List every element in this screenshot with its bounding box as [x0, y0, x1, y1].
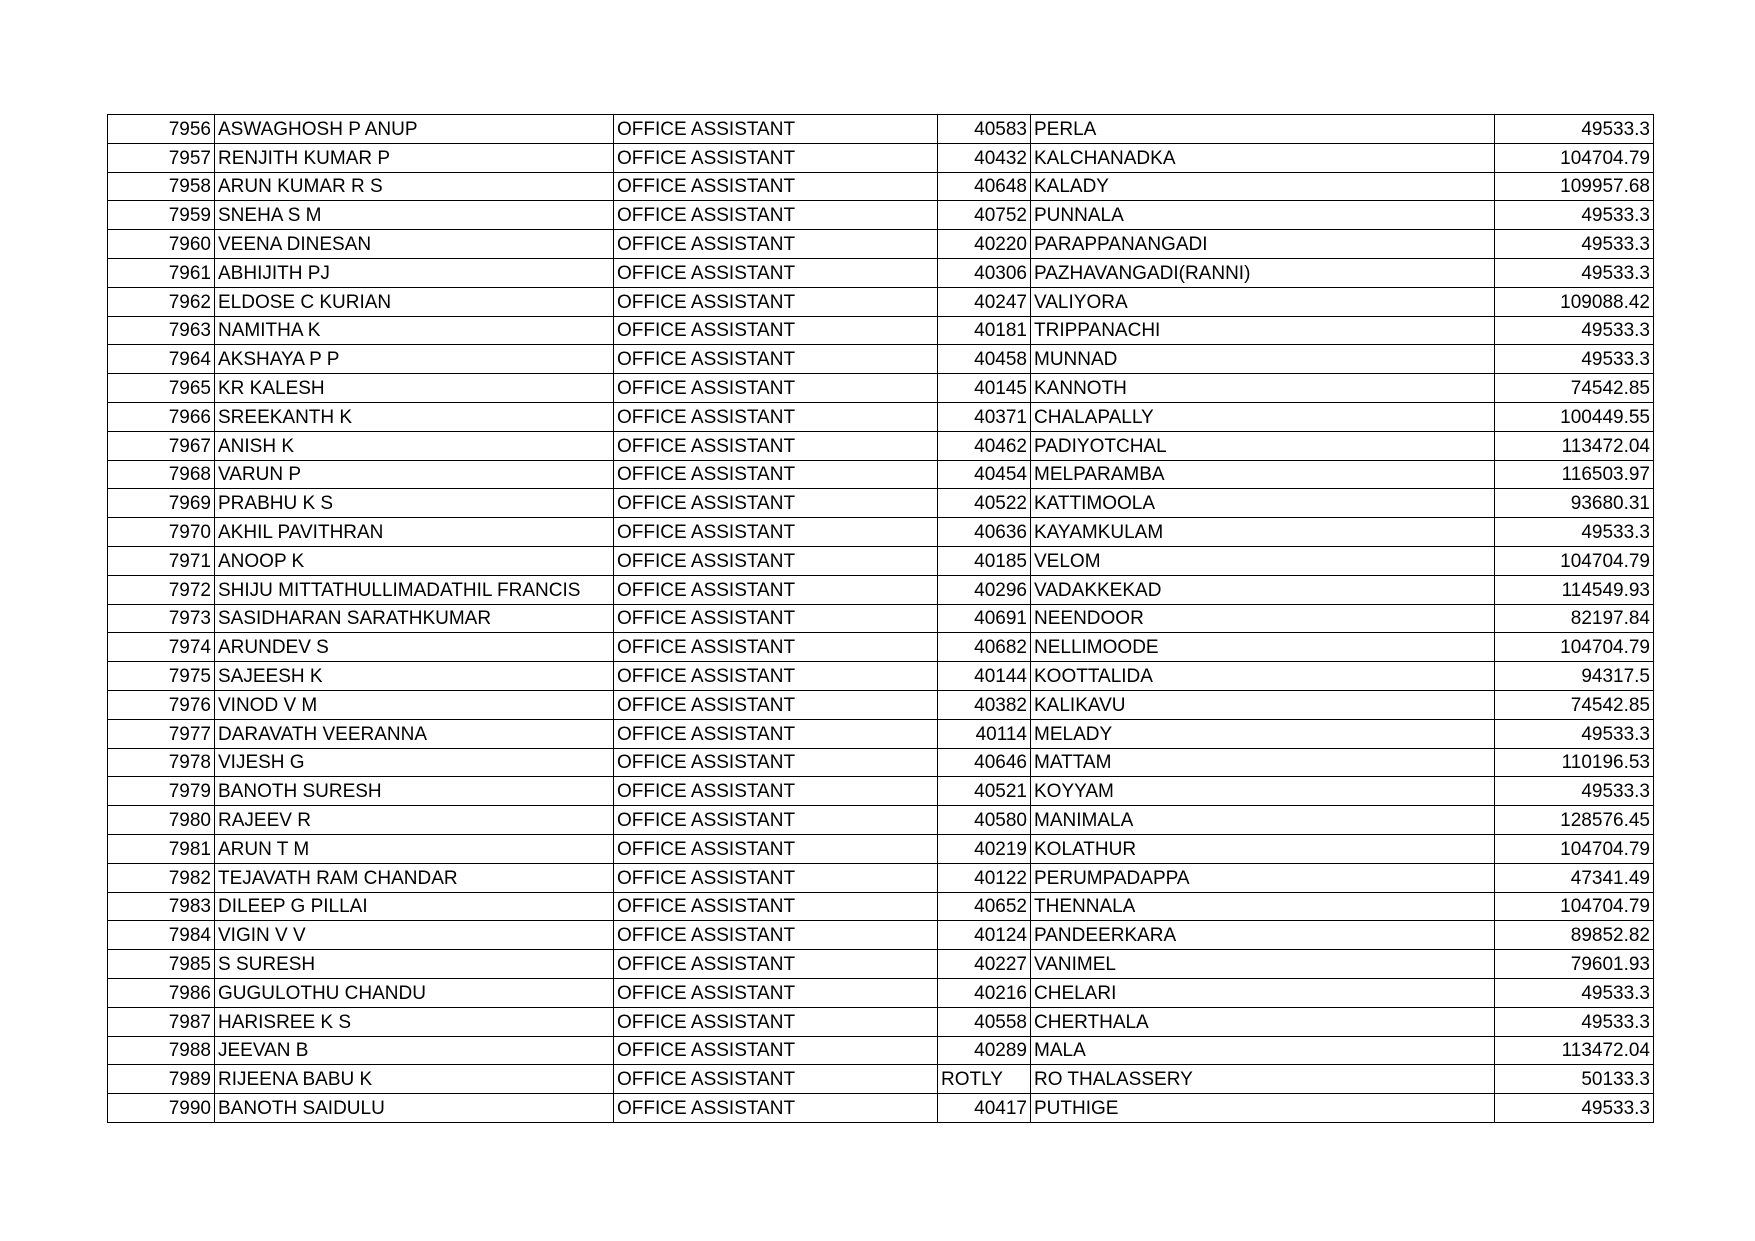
amount-cell: 104704.79 [1495, 892, 1654, 921]
office-code-cell: 40417 [938, 1094, 1031, 1123]
designation-cell: OFFICE ASSISTANT [614, 806, 938, 835]
amount-cell: 49533.3 [1495, 345, 1654, 374]
office-code-cell: 40185 [938, 546, 1031, 575]
designation-cell: OFFICE ASSISTANT [614, 978, 938, 1007]
amount-cell: 104704.79 [1495, 143, 1654, 172]
amount-cell: 74542.85 [1495, 690, 1654, 719]
serial-number-cell: 7968 [108, 460, 215, 489]
table-row [108, 1094, 1654, 1123]
office-name-cell: VALIYORA [1031, 287, 1495, 316]
office-code-cell: 40306 [938, 258, 1031, 287]
table-body [108, 115, 1654, 1123]
serial-number-cell: 7980 [108, 806, 215, 835]
employee-name-cell: DARAVATH VEERANNA [215, 719, 614, 748]
office-name-cell: KAYAMKULAM [1031, 518, 1495, 547]
office-name-cell: TRIPPANACHI [1031, 316, 1495, 345]
office-code-cell: 40122 [938, 863, 1031, 892]
serial-number-cell: 7957 [108, 143, 215, 172]
employee-name-cell: SASIDHARAN SARATHKUMAR [215, 604, 614, 633]
amount-cell: 49533.3 [1495, 1094, 1654, 1123]
office-name-cell: PANDEERKARA [1031, 921, 1495, 950]
amount-cell: 128576.45 [1495, 806, 1654, 835]
table-row [108, 489, 1654, 518]
office-name-cell: PUTHIGE [1031, 1094, 1495, 1123]
amount-cell: 50133.3 [1495, 1065, 1654, 1094]
amount-cell: 100449.55 [1495, 402, 1654, 431]
designation-cell: OFFICE ASSISTANT [614, 258, 938, 287]
table-row [108, 662, 1654, 691]
employee-name-cell: ABHIJITH PJ [215, 258, 614, 287]
office-code-cell: 40114 [938, 719, 1031, 748]
employee-name-cell: SAJEESH K [215, 662, 614, 691]
serial-number-cell: 7988 [108, 1036, 215, 1065]
office-name-cell: PERLA [1031, 115, 1495, 144]
designation-cell: OFFICE ASSISTANT [614, 230, 938, 259]
office-code-cell: 40382 [938, 690, 1031, 719]
office-code-cell: 40371 [938, 402, 1031, 431]
office-code-cell: 40580 [938, 806, 1031, 835]
office-name-cell: NEENDOOR [1031, 604, 1495, 633]
office-name-cell: MALA [1031, 1036, 1495, 1065]
office-code-cell: 40454 [938, 460, 1031, 489]
amount-cell: 113472.04 [1495, 431, 1654, 460]
data-table [107, 114, 1654, 1123]
employee-name-cell: ARUNDEV S [215, 633, 614, 662]
employee-name-cell: ARUN KUMAR R S [215, 172, 614, 201]
serial-number-cell: 7964 [108, 345, 215, 374]
designation-cell: OFFICE ASSISTANT [614, 431, 938, 460]
amount-cell: 93680.31 [1495, 489, 1654, 518]
designation-cell: OFFICE ASSISTANT [614, 633, 938, 662]
designation-cell: OFFICE ASSISTANT [614, 546, 938, 575]
employee-name-cell: S SURESH [215, 950, 614, 979]
office-name-cell: KALCHANADKA [1031, 143, 1495, 172]
table-row [108, 115, 1654, 144]
office-name-cell: KALIKAVU [1031, 690, 1495, 719]
employee-name-cell: ARUN T M [215, 834, 614, 863]
employee-name-cell: ELDOSE C KURIAN [215, 287, 614, 316]
amount-cell: 49533.3 [1495, 777, 1654, 806]
office-name-cell: RO THALASSERY [1031, 1065, 1495, 1094]
table-row [108, 460, 1654, 489]
employee-name-cell: PRABHU K S [215, 489, 614, 518]
office-code-cell: 40648 [938, 172, 1031, 201]
serial-number-cell: 7956 [108, 115, 215, 144]
serial-number-cell: 7977 [108, 719, 215, 748]
serial-number-cell: 7961 [108, 258, 215, 287]
amount-cell: 79601.93 [1495, 950, 1654, 979]
office-name-cell: VADAKKEKAD [1031, 575, 1495, 604]
office-name-cell: KOLATHUR [1031, 834, 1495, 863]
employee-name-cell: JEEVAN B [215, 1036, 614, 1065]
designation-cell: OFFICE ASSISTANT [614, 863, 938, 892]
designation-cell: OFFICE ASSISTANT [614, 1007, 938, 1036]
amount-cell: 114549.93 [1495, 575, 1654, 604]
employee-name-cell: DILEEP G PILLAI [215, 892, 614, 921]
serial-number-cell: 7981 [108, 834, 215, 863]
employee-name-cell: KR KALESH [215, 374, 614, 403]
office-code-cell: 40227 [938, 950, 1031, 979]
table-row [108, 575, 1654, 604]
amount-cell: 104704.79 [1495, 834, 1654, 863]
amount-cell: 49533.3 [1495, 258, 1654, 287]
employee-name-cell: AKHIL PAVITHRAN [215, 518, 614, 547]
serial-number-cell: 7973 [108, 604, 215, 633]
office-name-cell: CHERTHALA [1031, 1007, 1495, 1036]
employee-name-cell: VEENA DINESAN [215, 230, 614, 259]
table-row [108, 374, 1654, 403]
table-row [108, 431, 1654, 460]
office-code-cell: 40289 [938, 1036, 1031, 1065]
serial-number-cell: 7979 [108, 777, 215, 806]
table-row [108, 748, 1654, 777]
office-code-cell: 40462 [938, 431, 1031, 460]
office-code-cell: 40124 [938, 921, 1031, 950]
office-name-cell: PUNNALA [1031, 201, 1495, 230]
table-row [108, 143, 1654, 172]
table-row [108, 604, 1654, 633]
designation-cell: OFFICE ASSISTANT [614, 374, 938, 403]
office-code-cell: 40521 [938, 777, 1031, 806]
employee-name-cell: SHIJU MITTATHULLIMADATHIL FRANCIS [215, 575, 614, 604]
designation-cell: OFFICE ASSISTANT [614, 460, 938, 489]
office-name-cell: KALADY [1031, 172, 1495, 201]
serial-number-cell: 7963 [108, 316, 215, 345]
office-name-cell: CHELARI [1031, 978, 1495, 1007]
office-code-cell: 40216 [938, 978, 1031, 1007]
office-name-cell: MATTAM [1031, 748, 1495, 777]
serial-number-cell: 7983 [108, 892, 215, 921]
office-name-cell: VANIMEL [1031, 950, 1495, 979]
serial-number-cell: 7986 [108, 978, 215, 1007]
employee-name-cell: VINOD V M [215, 690, 614, 719]
designation-cell: OFFICE ASSISTANT [614, 518, 938, 547]
office-name-cell: KATTIMOOLA [1031, 489, 1495, 518]
table-row [108, 806, 1654, 835]
office-code-cell: 40181 [938, 316, 1031, 345]
office-name-cell: KANNOTH [1031, 374, 1495, 403]
office-name-cell: PADIYOTCHAL [1031, 431, 1495, 460]
office-code-cell: 40752 [938, 201, 1031, 230]
serial-number-cell: 7958 [108, 172, 215, 201]
office-name-cell: PERUMPADAPPA [1031, 863, 1495, 892]
office-name-cell: MELADY [1031, 719, 1495, 748]
designation-cell: OFFICE ASSISTANT [614, 402, 938, 431]
office-name-cell: MANIMALA [1031, 806, 1495, 835]
serial-number-cell: 7982 [108, 863, 215, 892]
serial-number-cell: 7978 [108, 748, 215, 777]
employee-name-cell: GUGULOTHU CHANDU [215, 978, 614, 1007]
employee-name-cell: SREEKANTH K [215, 402, 614, 431]
office-name-cell: THENNALA [1031, 892, 1495, 921]
office-name-cell: NELLIMOODE [1031, 633, 1495, 662]
amount-cell: 74542.85 [1495, 374, 1654, 403]
designation-cell: OFFICE ASSISTANT [614, 115, 938, 144]
employee-name-cell: TEJAVATH RAM CHANDAR [215, 863, 614, 892]
office-code-cell: 40432 [938, 143, 1031, 172]
table-row [108, 230, 1654, 259]
designation-cell: OFFICE ASSISTANT [614, 662, 938, 691]
office-code-cell: 40219 [938, 834, 1031, 863]
table-row [108, 1007, 1654, 1036]
table-row [108, 518, 1654, 547]
office-name-cell: KOOTTALIDA [1031, 662, 1495, 691]
designation-cell: OFFICE ASSISTANT [614, 575, 938, 604]
office-code-cell: 40247 [938, 287, 1031, 316]
serial-number-cell: 7969 [108, 489, 215, 518]
table-row [108, 172, 1654, 201]
table-row [108, 777, 1654, 806]
serial-number-cell: 7970 [108, 518, 215, 547]
employee-name-cell: HARISREE K S [215, 1007, 614, 1036]
office-code-cell: 40558 [938, 1007, 1031, 1036]
serial-number-cell: 7966 [108, 402, 215, 431]
office-code-cell: 40458 [938, 345, 1031, 374]
amount-cell: 49533.3 [1495, 1007, 1654, 1036]
office-name-cell: MUNNAD [1031, 345, 1495, 374]
table-row [108, 892, 1654, 921]
office-code-cell: 40296 [938, 575, 1031, 604]
office-code-cell: 40682 [938, 633, 1031, 662]
designation-cell: OFFICE ASSISTANT [614, 748, 938, 777]
designation-cell: OFFICE ASSISTANT [614, 201, 938, 230]
amount-cell: 49533.3 [1495, 719, 1654, 748]
office-code-cell: 40636 [938, 518, 1031, 547]
table-row [108, 950, 1654, 979]
designation-cell: OFFICE ASSISTANT [614, 1094, 938, 1123]
employee-name-cell: ASWAGHOSH P ANUP [215, 115, 614, 144]
amount-cell: 113472.04 [1495, 1036, 1654, 1065]
table-row [108, 345, 1654, 374]
serial-number-cell: 7989 [108, 1065, 215, 1094]
office-code-cell: 40220 [938, 230, 1031, 259]
office-code-cell: 40691 [938, 604, 1031, 633]
employee-name-cell: BANOTH SAIDULU [215, 1094, 614, 1123]
table-row [108, 834, 1654, 863]
employee-name-cell: VIGIN V V [215, 921, 614, 950]
table-row [108, 978, 1654, 1007]
designation-cell: OFFICE ASSISTANT [614, 719, 938, 748]
office-code-cell: 40522 [938, 489, 1031, 518]
designation-cell: OFFICE ASSISTANT [614, 604, 938, 633]
amount-cell: 109957.68 [1495, 172, 1654, 201]
table-row [108, 633, 1654, 662]
table-row [108, 287, 1654, 316]
office-name-cell: CHALAPALLY [1031, 402, 1495, 431]
employee-name-cell: NAMITHA K [215, 316, 614, 345]
serial-number-cell: 7972 [108, 575, 215, 604]
amount-cell: 49533.3 [1495, 978, 1654, 1007]
employee-name-cell: SNEHA S M [215, 201, 614, 230]
office-code-cell: 40144 [938, 662, 1031, 691]
amount-cell: 104704.79 [1495, 546, 1654, 575]
amount-cell: 110196.53 [1495, 748, 1654, 777]
employee-name-cell: RIJEENA BABU K [215, 1065, 614, 1094]
amount-cell: 49533.3 [1495, 201, 1654, 230]
office-code-cell: 40145 [938, 374, 1031, 403]
office-name-cell: KOYYAM [1031, 777, 1495, 806]
employee-name-cell: RENJITH KUMAR P [215, 143, 614, 172]
employee-name-cell: ANOOP K [215, 546, 614, 575]
designation-cell: OFFICE ASSISTANT [614, 143, 938, 172]
amount-cell: 47341.49 [1495, 863, 1654, 892]
table-row [108, 1036, 1654, 1065]
office-name-cell: PARAPPANANGADI [1031, 230, 1495, 259]
amount-cell: 49533.3 [1495, 316, 1654, 345]
serial-number-cell: 7965 [108, 374, 215, 403]
serial-number-cell: 7971 [108, 546, 215, 575]
designation-cell: OFFICE ASSISTANT [614, 950, 938, 979]
employee-name-cell: RAJEEV R [215, 806, 614, 835]
table-row [108, 719, 1654, 748]
table-row [108, 546, 1654, 575]
serial-number-cell: 7959 [108, 201, 215, 230]
table-row [108, 1065, 1654, 1094]
designation-cell: OFFICE ASSISTANT [614, 834, 938, 863]
amount-cell: 94317.5 [1495, 662, 1654, 691]
employee-name-cell: AKSHAYA P P [215, 345, 614, 374]
table-row [108, 258, 1654, 287]
amount-cell: 109088.42 [1495, 287, 1654, 316]
table-row [108, 690, 1654, 719]
employee-name-cell: VIJESH G [215, 748, 614, 777]
employee-name-cell: VARUN P [215, 460, 614, 489]
amount-cell: 116503.97 [1495, 460, 1654, 489]
serial-number-cell: 7962 [108, 287, 215, 316]
table-row [108, 921, 1654, 950]
amount-cell: 49533.3 [1495, 230, 1654, 259]
amount-cell: 49533.3 [1495, 518, 1654, 547]
office-code-cell: 40652 [938, 892, 1031, 921]
designation-cell: OFFICE ASSISTANT [614, 892, 938, 921]
serial-number-cell: 7984 [108, 921, 215, 950]
table-row [108, 402, 1654, 431]
amount-cell: 49533.3 [1495, 115, 1654, 144]
designation-cell: OFFICE ASSISTANT [614, 777, 938, 806]
designation-cell: OFFICE ASSISTANT [614, 921, 938, 950]
office-name-cell: VELOM [1031, 546, 1495, 575]
designation-cell: OFFICE ASSISTANT [614, 172, 938, 201]
employee-name-cell: BANOTH SURESH [215, 777, 614, 806]
table-row [108, 316, 1654, 345]
serial-number-cell: 7976 [108, 690, 215, 719]
table-row [108, 863, 1654, 892]
office-code-cell: ROTLY [938, 1065, 1031, 1094]
serial-number-cell: 7975 [108, 662, 215, 691]
amount-cell: 89852.82 [1495, 921, 1654, 950]
serial-number-cell: 7990 [108, 1094, 215, 1123]
designation-cell: OFFICE ASSISTANT [614, 287, 938, 316]
designation-cell: OFFICE ASSISTANT [614, 1065, 938, 1094]
employee-name-cell: ANISH K [215, 431, 614, 460]
designation-cell: OFFICE ASSISTANT [614, 489, 938, 518]
office-code-cell: 40646 [938, 748, 1031, 777]
serial-number-cell: 7974 [108, 633, 215, 662]
office-name-cell: MELPARAMBA [1031, 460, 1495, 489]
designation-cell: OFFICE ASSISTANT [614, 1036, 938, 1065]
office-code-cell: 40583 [938, 115, 1031, 144]
office-name-cell: PAZHAVANGADI(RANNI) [1031, 258, 1495, 287]
designation-cell: OFFICE ASSISTANT [614, 345, 938, 374]
serial-number-cell: 7985 [108, 950, 215, 979]
serial-number-cell: 7967 [108, 431, 215, 460]
amount-cell: 82197.84 [1495, 604, 1654, 633]
designation-cell: OFFICE ASSISTANT [614, 690, 938, 719]
serial-number-cell: 7960 [108, 230, 215, 259]
amount-cell: 104704.79 [1495, 633, 1654, 662]
serial-number-cell: 7987 [108, 1007, 215, 1036]
designation-cell: OFFICE ASSISTANT [614, 316, 938, 345]
table-row [108, 201, 1654, 230]
